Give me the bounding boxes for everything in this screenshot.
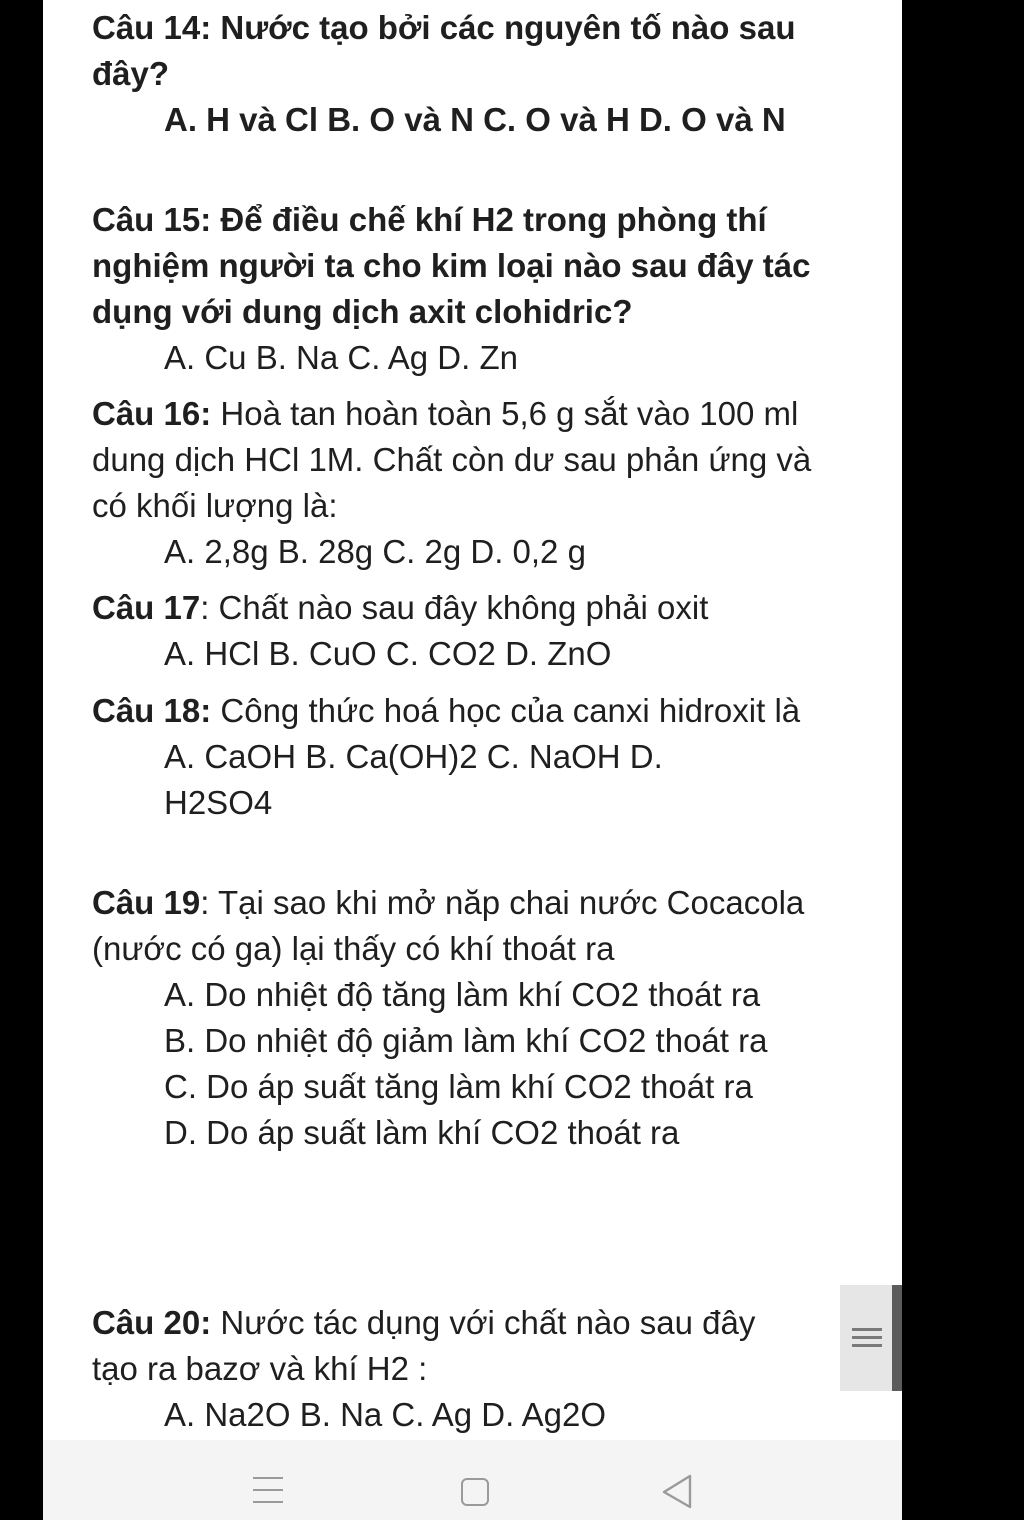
question-17	[92, 585, 852, 677]
question-19	[92, 880, 852, 1156]
question-18-text: Câu 18: Công thức hoá học của canxi hidroxit là	[92, 692, 801, 729]
scroll-grip-line	[852, 1336, 882, 1339]
home-button[interactable]	[416, 1440, 536, 1520]
menu-button[interactable]	[205, 1440, 325, 1520]
back-button[interactable]	[618, 1440, 738, 1520]
back-icon	[618, 1440, 738, 1520]
question-18-options: A. CaOH B. Ca(OH)2 C. NaOH D. H2SO4	[164, 738, 663, 821]
question-15-label: Câu 15:	[92, 201, 212, 238]
question-20-label: Câu 20:	[92, 1304, 212, 1341]
document-page	[43, 0, 902, 1440]
question-14-options: A. H và Cl B. O và N C. O và H D. O và N	[164, 101, 786, 138]
scroll-bar	[892, 1285, 902, 1391]
question-19-option-a: A. Do nhiệt độ tăng làm khí CO2 thoát ra	[164, 976, 761, 1013]
question-14-label: Câu 14:	[92, 9, 212, 46]
question-20-options: A. Na2O B. Na C. Ag D. Ag2O	[164, 1396, 607, 1433]
home-icon	[461, 1478, 489, 1506]
scroll-handle-icon[interactable]	[840, 1285, 902, 1391]
question-18	[92, 688, 852, 826]
question-19-label: Câu 19	[92, 884, 201, 921]
scroll-grip-line	[852, 1344, 882, 1347]
question-15	[92, 197, 852, 381]
question-16-label: Câu 16:	[92, 395, 212, 432]
question-14-text: Câu 14: Nước tạo bởi các nguyên tố nào sau đây?	[92, 9, 796, 92]
question-19-option-c: C. Do áp suất tăng làm khí CO2 thoát ra	[164, 1068, 753, 1105]
scroll-grip-line	[852, 1328, 882, 1331]
question-19-option-d: D. Do áp suất làm khí CO2 thoát ra	[164, 1114, 680, 1151]
question-16-text: Câu 16: Hoà tan hoàn toàn 5,6 g sắt vào 100 ml dung dịch HCl 1M. Chất còn dư sau phản ứng và có khối lượng là:	[92, 395, 812, 524]
question-15-options: A. Cu B. Na C. Ag D. Zn	[164, 339, 518, 376]
phone-screen	[43, 0, 902, 1520]
question-19-text: Câu 19: Tại sao khi mở năp chai nước Cocacola (nước có ga) lại thấy có khí thoát ra	[92, 884, 805, 967]
question-20	[92, 1300, 852, 1438]
question-14	[92, 5, 852, 143]
question-15-text: Câu 15: Để điều chế khí H2 trong phòng thí nghiệm người ta cho kim loại nào sau đây tác dụng với dung dịch axit clohidric?	[92, 201, 811, 330]
question-17-text: Câu 17: Chất nào sau đây không phải oxit	[92, 589, 709, 626]
question-18-label: Câu 18:	[92, 692, 212, 729]
question-19-option-b: B. Do nhiệt độ giảm làm khí CO2 thoát ra	[164, 1022, 768, 1059]
navigation-bar	[43, 1440, 902, 1520]
question-20-text: Câu 20: Nước tác dụng với chất nào sau đây tạo ra bazơ và khí H2 :	[92, 1304, 756, 1387]
question-16-options: A. 2,8g B. 28g C. 2g D. 0,2 g	[164, 533, 586, 570]
question-17-options: A. HCl B. CuO C. CO2 D. ZnO	[164, 635, 612, 672]
question-16	[92, 391, 852, 575]
question-17-label: Câu 17	[92, 589, 201, 626]
